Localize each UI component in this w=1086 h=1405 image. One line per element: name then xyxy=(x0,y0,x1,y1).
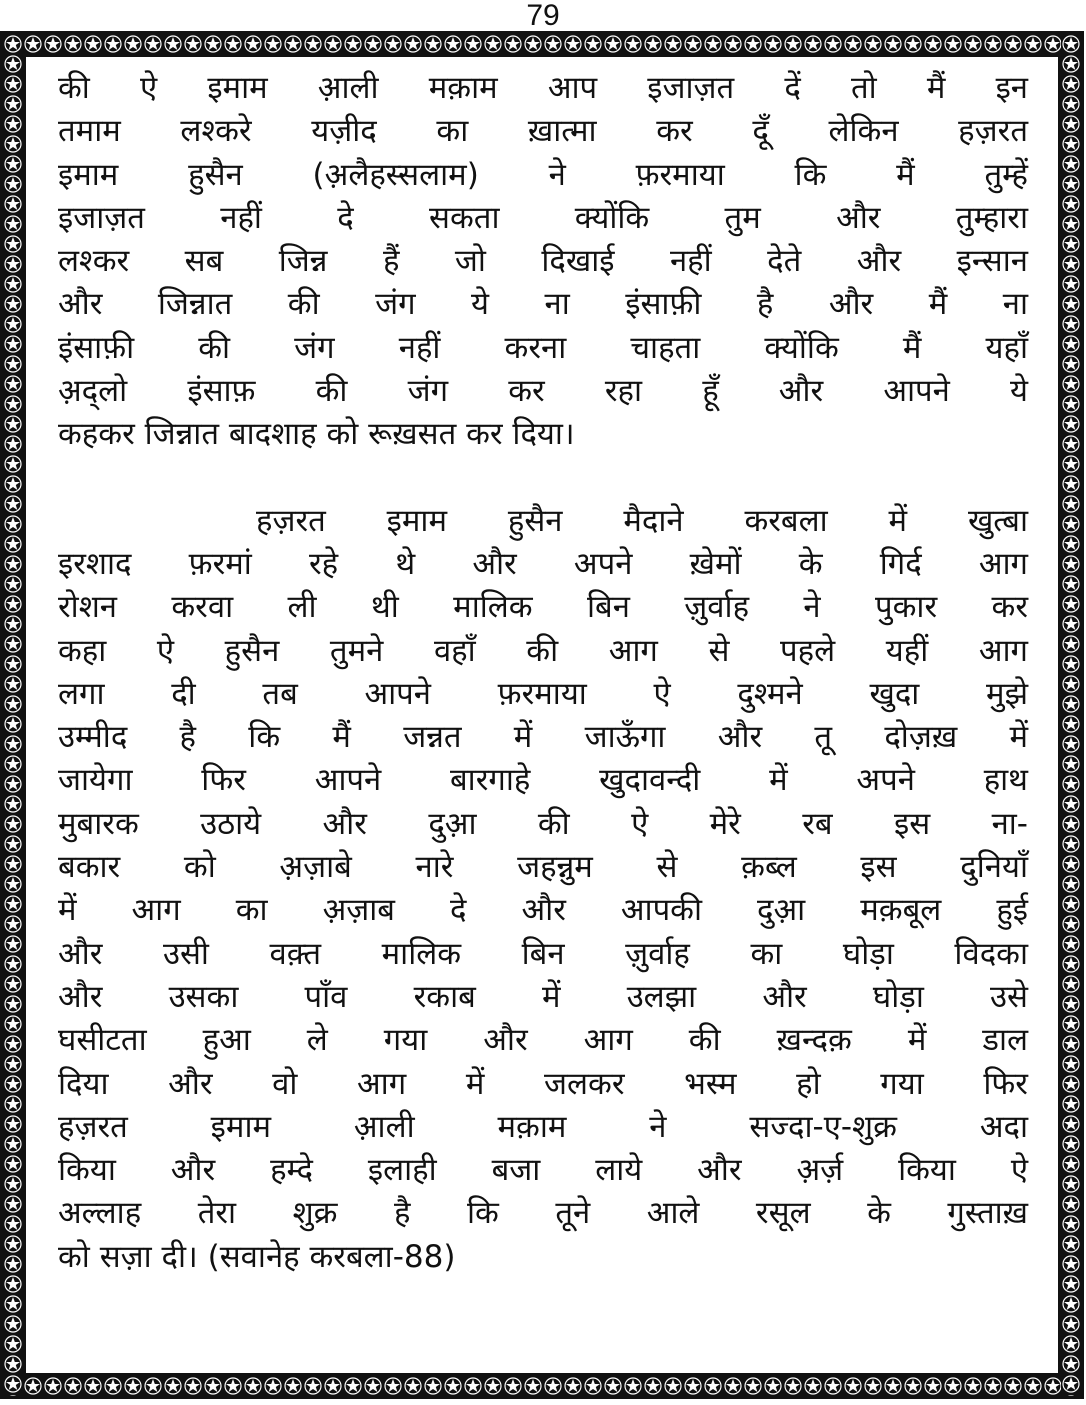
citation-line: को सज़ा दी। (सवानेह करबला-88) xyxy=(58,1238,456,1275)
text-line: उम्मीद है कि मैं जन्नत में जाऊँगा और तू दोज़ख़ में xyxy=(58,719,1028,756)
text-line: और जिन्नात की जंग ये ना इंसाफ़ी है और मैं ना xyxy=(58,286,1028,323)
text-line: मुबारक उठाये और दुअ़ा की ऐ मेरे रब इस ना- xyxy=(58,805,1028,842)
text-line: जायेगा फिर आपने बारगाहे खुदावन्दी में अपने हाथ xyxy=(58,762,1028,799)
text-line: इमाम हुसैन (अ़लैहस्सलाम) ने फ़रमाया कि मैं तुम्हें xyxy=(58,156,1028,193)
text-line: कहकर जिन्नात बादशाह को रूख़सत कर दिया। xyxy=(58,416,575,453)
text-line: हज़रत इमाम अ़ाली मक़ाम ने सज्दा-ए-शुक्र अदा xyxy=(58,1108,1028,1145)
paragraph-spacer xyxy=(58,457,1028,500)
text-line: अ़द्लो इंसाफ़ की जंग कर रहा हूँ और आपने ये xyxy=(58,373,1028,410)
border-right-star-chain xyxy=(1061,34,1081,1396)
text-line: और उसी वक़्त मालिक बिन ज़ुर्वाह का घोड़ा विदका xyxy=(58,935,1028,972)
text-line: इंसाफ़ी की जंग नहीं करना चाहता क्योंकि मैं यहाँ xyxy=(58,329,1028,366)
paragraph-1 xyxy=(58,67,1028,457)
text-line: किया और हम्दे इलाही बजा लाये और अ़र्ज़ किया ऐ xyxy=(58,1152,1028,1189)
star-chain-icon xyxy=(3,34,23,1396)
text-line: की ऐ इमाम अ़ाली मक़ाम आप इजाज़त दें तो मैं इन xyxy=(58,70,1028,106)
text-line: दिया और वो आग में जलकर भस्म हो गया फिर xyxy=(58,1065,1028,1102)
text-line: लगा दी तब आपने फ़रमाया ऐ दुश्मने खुदा मुझे xyxy=(58,675,1028,712)
border-top-star-chain xyxy=(3,34,1081,54)
text-line: और उसका पाँव रकाब में उलझा और घोड़ा उसे xyxy=(58,978,1028,1015)
text-line: हज़रत इमाम हुसैन मैदाने करबला में खुत्बा xyxy=(256,502,1028,539)
star-chain-icon xyxy=(1061,34,1081,1396)
text-line: अल्लाह तेरा शुक्र है कि तूने आले रसूल के गुस्ताख़ xyxy=(58,1195,1028,1232)
text-line: बकार को अ़ज़ाबे नारे जहन्नुम से क़ब्ल इस दुनियाँ xyxy=(58,849,1028,886)
text-line: इरशाद फ़रमां रहे थे और अपने ख़ेमों के गिर्द आग xyxy=(58,545,1028,582)
star-chain-icon xyxy=(3,34,1081,54)
text-line: घसीटता हुआ ले गया और आग की ख़न्दक़ में डाल xyxy=(58,1022,1028,1059)
text-line: रोशन करवा ली थी मालिक बिन ज़ुर्वाह ने पुकार कर xyxy=(58,589,1028,626)
text-line: लश्कर सब जिन्न हैं जो दिखाई नहीं देते और इन्सान xyxy=(58,243,1028,280)
border-left-star-chain xyxy=(3,34,23,1396)
text-line: में आग का अ़ज़ाब दे और आपकी दुअ़ा मक़बूल हुई xyxy=(58,892,1028,929)
page-number: 79 xyxy=(526,0,560,32)
text-line: तमाम लश्करे यज़ीद का ख़ात्मा कर दूँ लेकिन हज़रत xyxy=(58,113,1028,150)
paragraph-2 xyxy=(58,500,1028,1279)
page-body xyxy=(58,67,1028,1279)
text-line: कहा ऐ हुसैन तुमने वहाँ की आग से पहले यहीं आग xyxy=(58,632,1028,669)
text-line: इजाज़त नहीं दे सकता क्योंकि तुम और तुम्हारा xyxy=(58,199,1028,236)
border-bottom-star-chain xyxy=(3,1376,1081,1396)
star-chain-icon xyxy=(3,1376,1081,1396)
